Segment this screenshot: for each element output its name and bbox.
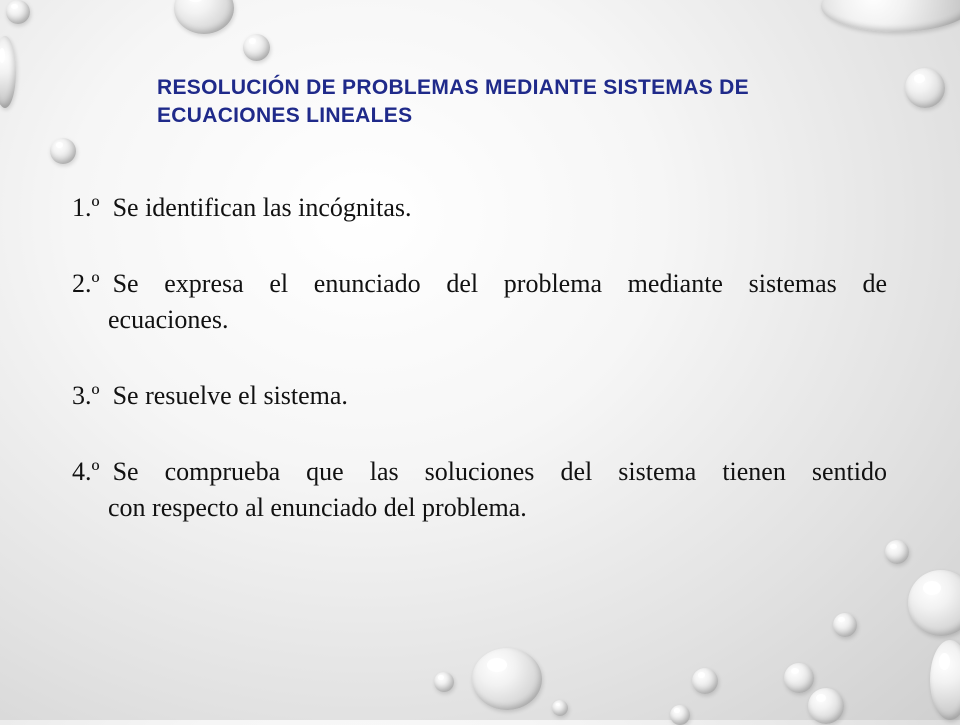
step-text-continuation: con respecto al enunciado del problema. [108,493,527,522]
water-drop-decoration [833,613,857,637]
step-text-continuation: ecuaciones. [108,305,229,334]
step-number: 4.º [72,457,100,486]
step-text: Se identifican las incógnitas. [112,193,412,222]
title-line-2: ECUACIONES LINEALES [157,104,413,127]
water-drop-decoration [472,648,542,710]
step-number: 2.º [72,269,100,298]
water-drop-decoration [552,700,568,716]
step-text: Se expresa el enunciado del problema mediante sistemas de [112,269,887,298]
water-drop-decoration [174,0,234,34]
water-drop-decoration [6,0,30,24]
step-number: 3.º [72,381,100,410]
step-number: 1.º [72,193,100,222]
water-drop-decoration [930,640,960,720]
steps-list [72,190,887,566]
water-drop-decoration [808,688,844,724]
step-4 [72,454,887,526]
slide-title [157,74,917,130]
step-2 [72,266,887,338]
water-drop-decoration [434,672,454,692]
title-line-1: RESOLUCIÓN DE PROBLEMAS MEDIANTE SISTEMAS DE [157,76,749,99]
step-3 [72,378,887,414]
water-drop-decoration [243,34,270,61]
water-drop-decoration [885,540,909,564]
water-drop-decoration [908,570,960,636]
water-drop-decoration [692,668,718,694]
water-drop-decoration [670,705,690,725]
water-drop-decoration [0,36,16,108]
water-drop-decoration [784,663,814,693]
step-text: Se resuelve el sistema. [112,381,348,410]
water-drop-decoration [821,0,960,32]
step-text: Se comprueba que las soluciones del sistema tienen sentido [112,457,887,486]
step-1 [72,190,887,226]
water-drop-decoration [50,138,76,164]
